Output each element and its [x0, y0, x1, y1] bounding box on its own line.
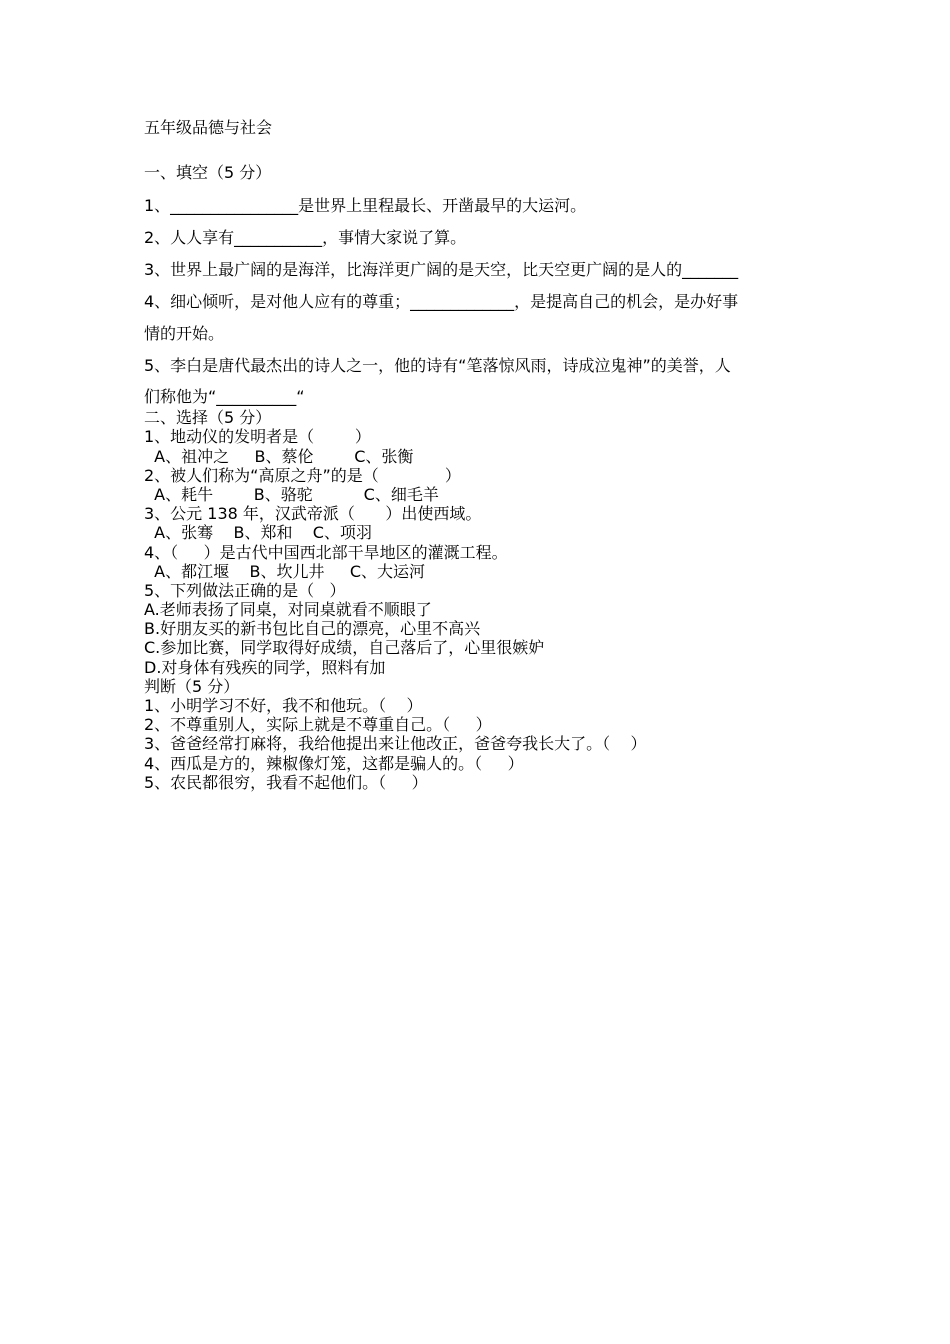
- section1-heading: 一、填空（5 分）: [144, 163, 272, 182]
- choice-question-5-option-a: A.老师表扬了同桌，对同桌就看不顺眼了: [144, 600, 432, 619]
- choice-question-2-options: A、耗牛 B、骆驼 C、细毛羊: [144, 485, 439, 504]
- fill-question-4-line1: 4、细心倾听，是对他人应有的尊重；_____________，是提高自己的机会，是办好事: [144, 292, 739, 311]
- judge-question-3: 3、爸爸经常打麻将，我给他提出来让他改正，爸爸夸我长大了。（ ）: [144, 734, 647, 753]
- judge-question-5: 5、农民都很穷，我看不起他们。（ ）: [144, 773, 428, 792]
- fill-question-5-line2: 们称他为“__________“: [144, 387, 305, 406]
- document-title: 五年级品德与社会: [144, 118, 273, 137]
- choice-question-5: 5、下列做法正确的是（ ）: [144, 581, 346, 600]
- choice-question-1-options: A、祖冲之 B、蔡伦 C、张衡: [144, 447, 414, 466]
- choice-question-3: 3、公元 138 年，汉武帝派（ ）出使西域。: [144, 504, 482, 523]
- choice-question-4: 4、（ ）是古代中国西北部干旱地区的灌溉工程。: [144, 543, 508, 562]
- fill-question-4-line2: 情的开始。: [144, 324, 225, 343]
- section3-heading: 判断（5 分）: [144, 677, 240, 696]
- choice-question-3-options: A、张骞 B、郑和 C、项羽: [144, 523, 372, 542]
- fill-question-5-line1: 5、李白是唐代最杰出的诗人之一，他的诗有“笔落惊风雨，诗成泣鬼神”的美誉，人: [144, 356, 731, 375]
- choice-question-1: 1、地动仪的发明者是（ ）: [144, 427, 371, 446]
- judge-question-4: 4、西瓜是方的，辣椒像灯笼，这都是骗人的。（ ）: [144, 754, 524, 773]
- choice-question-2: 2、被人们称为“高原之舟”的是（ ）: [144, 466, 461, 485]
- section2-heading: 二、选择（5 分）: [144, 408, 272, 427]
- fill-question-3: 3、世界上最广阔的是海洋，比海洋更广阔的是天空，比天空更广阔的是人的_______: [144, 260, 739, 279]
- choice-question-5-option-b: B.好朋友买的新书包比自己的漂亮，心里不高兴: [144, 619, 481, 638]
- choice-question-5-option-d: D.对身体有残疾的同学，照料有加: [144, 658, 386, 677]
- fill-question-2: 2、人人享有___________，事情大家说了算。: [144, 228, 467, 247]
- fill-question-1: 1、________________是世界上里程最长、开凿最早的大运河。: [144, 196, 587, 215]
- choice-question-5-option-c: C.参加比赛，同学取得好成绩，自己落后了，心里很嫉妒: [144, 638, 545, 657]
- judge-question-2: 2、不尊重别人，实际上就是不尊重自己。（ ）: [144, 715, 492, 734]
- choice-question-4-options: A、都江堰 B、坎儿井 C、大运河: [144, 562, 426, 581]
- judge-question-1: 1、小明学习不好，我不和他玩。（ ）: [144, 696, 423, 715]
